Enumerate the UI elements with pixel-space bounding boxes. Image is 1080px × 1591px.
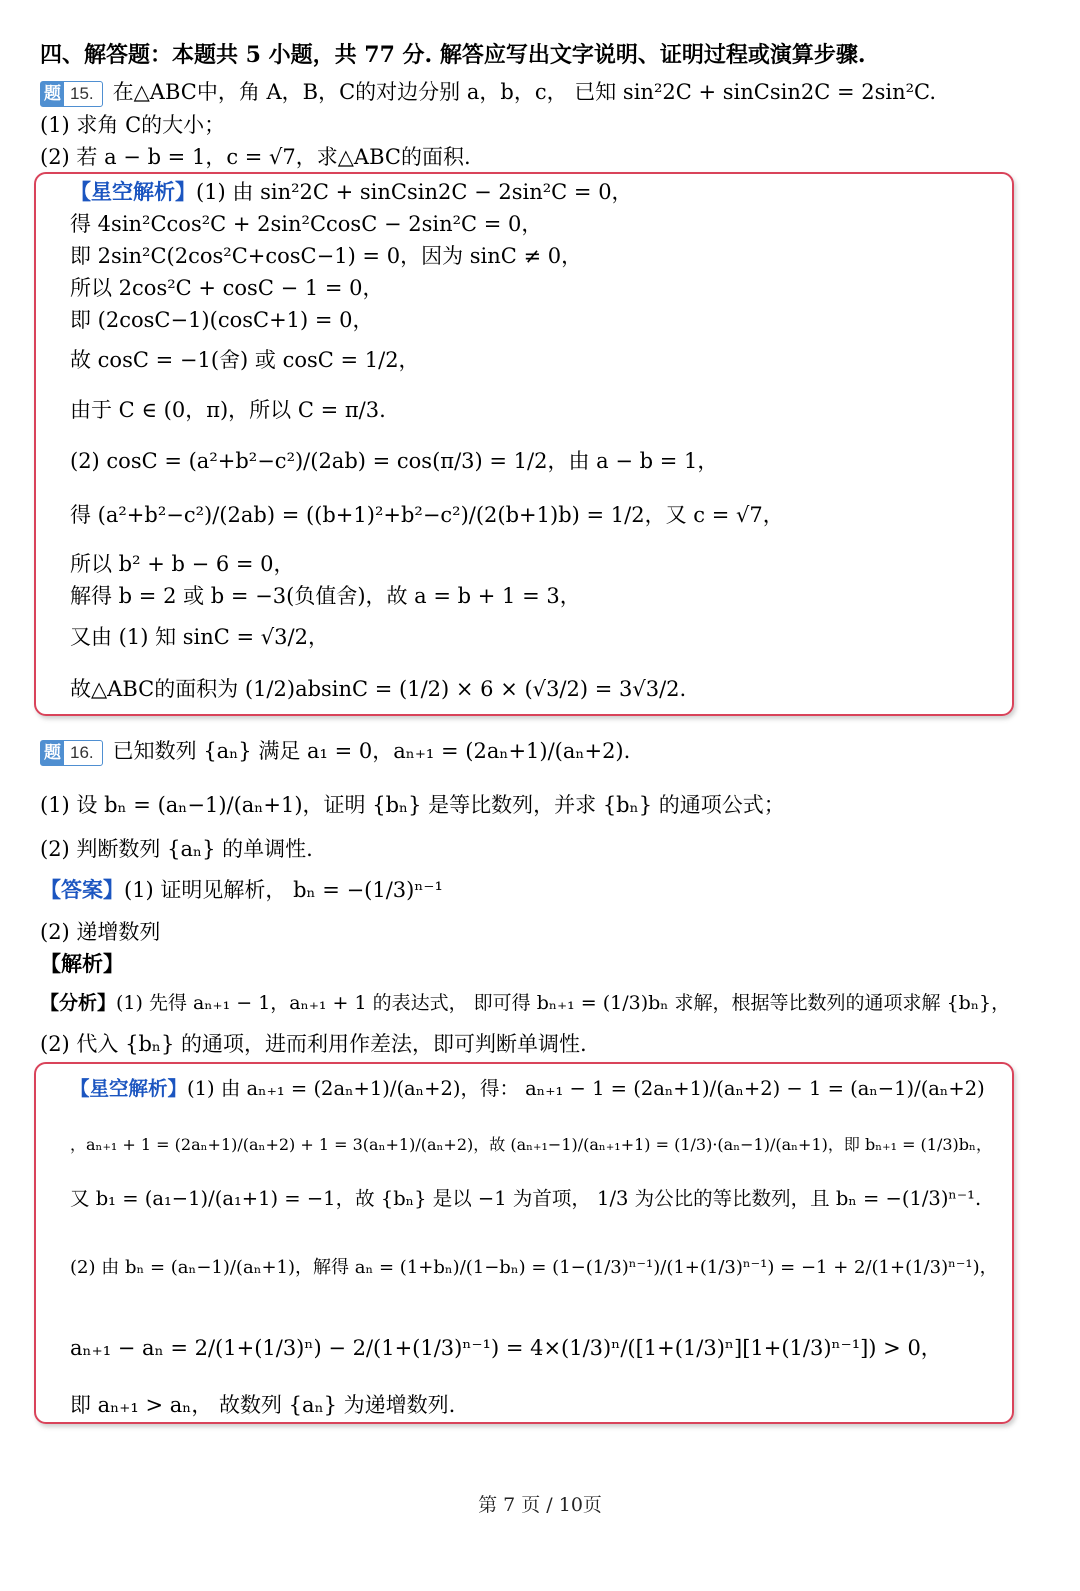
q15-solution-line-11: 解得 b = 2 或 b = −3(负值舍)，故 a = b + 1 = 3，	[70, 584, 581, 608]
q15-solution-line-1: 【星空解析】(1) 由 sin²2C + sinCsin2C − 2sin²C = 0，	[70, 180, 633, 204]
q16-answer-label: 【答案】	[40, 878, 124, 902]
q16-solution-line-4: (2) 由 bₙ = (aₙ−1)/(aₙ+1)，解得 aₙ = (1+bₙ)/(1−bₙ) = (1−(1/3)ⁿ⁻¹)/(1+(1/3)ⁿ⁻¹) = −1 + 2/(1+(1/3)ⁿ⁻¹)，	[70, 1257, 998, 1278]
q15-part1: (1) 求角 C的大小；	[40, 113, 226, 137]
q16-number: 16.	[70, 742, 94, 762]
q16-answer-line-2: (2) 递增数列	[40, 920, 161, 944]
q16-solution-label: 【星空解析】	[70, 1077, 188, 1100]
q15-solution-line-13: 故△ABC的面积为 (1/2)absinC = (1/2) × 6 × (√3/2) = 3√3/2.	[70, 677, 687, 701]
page-footer: 第 7 页 / 10页	[478, 1494, 602, 1516]
badge-label: 题	[41, 82, 64, 106]
q16-solution-line-1: 【星空解析】(1) 由 aₙ₊₁ = (2aₙ+1)/(aₙ+2)，得： aₙ₊₁ − 1 = (2aₙ+1)/(aₙ+2) − 1 = (aₙ−1)/(aₙ+2)	[70, 1077, 985, 1100]
q15-solution-line-6: 故 cosC = −1(舍) 或 cosC = 1/2，	[70, 348, 420, 372]
q16-badge	[40, 740, 103, 766]
q16-stem: 已知数列 {aₙ} 满足 a₁ = 0，aₙ₊₁ = (2aₙ+1)/(aₙ+2).	[112, 739, 631, 763]
q16-solution-line-6: 即 aₙ₊₁ > aₙ， 故数列 {aₙ} 为递增数列.	[70, 1393, 456, 1417]
q16-solution-line-5: aₙ₊₁ − aₙ = 2/(1+(1/3)ⁿ) − 2/(1+(1/3)ⁿ⁻¹) = 4×(1/3)ⁿ/([1+(1/3)ⁿ][1+(1/3)ⁿ⁻¹]) > 0，	[70, 1336, 942, 1360]
q16-stem-line	[40, 736, 630, 766]
q16-fenxi-label: 【分析】	[40, 992, 117, 1014]
q15-solution-line-4: 所以 2cos²C + cosC − 1 = 0，	[70, 276, 384, 300]
q15-stem-line	[40, 77, 936, 107]
q16-fenxi-line-1: 【分析】(1) 先得 aₙ₊₁ − 1，aₙ₊₁ + 1 的表达式， 即可得 bₙ₊₁ = (1/3)bₙ 求解，根据等比数列的通项求解 {bₙ}，	[40, 992, 1011, 1014]
q16-solution-box	[34, 1062, 1014, 1424]
section-header: 四、解答题：本题共 5 小题，共 77 分. 解答应写出文字说明、证明过程或演算步骤.	[40, 42, 866, 68]
q16-answer-line-1: 【答案】(1) 证明见解析， bₙ = −(1/3)ⁿ⁻¹	[40, 878, 443, 902]
q16-analysis-label: 【解析】	[40, 952, 124, 976]
q15-stem: 在△ABC中，角 A，B，C的对边分别 a，b，c， 已知 sin²2C + sinCsin2C = 2sin²C.	[112, 80, 937, 104]
q16-fenxi-line-2: (2) 代入 {bₙ} 的通项，进而利用作差法，即可判断单调性.	[40, 1032, 587, 1056]
q15-solution-line-7: 由于 C ∈ (0，π)，所以 C = π/3.	[70, 398, 386, 422]
q15-solution-line-12: 又由 (1) 知 sinC = √3/2，	[70, 625, 329, 649]
q16-solution-line-2: ，aₙ₊₁ + 1 = (2aₙ+1)/(aₙ+2) + 1 = 3(aₙ+1)/(aₙ+2)，故 (aₙ₊₁−1)/(aₙ₊₁+1) = (1/3)·(aₙ−1)/(aₙ+1)，即 bₙ₊₁ = (1/3)bₙ，	[70, 1135, 992, 1154]
q15-solution-line-5: 即 (2cosC−1)(cosC+1) = 0，	[70, 308, 374, 332]
q16-solution-line-3: 又 b₁ = (a₁−1)/(a₁+1) = −1，故 {bₙ} 是以 −1 为首项， 1/3 为公比的等比数列，且 bₙ = −(1/3)ⁿ⁻¹.	[70, 1187, 982, 1210]
badge-label: 题	[41, 741, 64, 765]
q15-solution-line-8: (2) cosC = (a²+b²−c²)/(2ab) = cos(π/3) = 1/2，由 a − b = 1，	[70, 449, 719, 473]
q15-part2: (2) 若 a − b = 1，c = √7，求△ABC的面积.	[40, 145, 471, 169]
q15-number: 15.	[70, 83, 94, 103]
q15-solution-label: 【星空解析】	[70, 180, 196, 204]
q15-badge	[40, 81, 103, 107]
q16-part2: (2) 判断数列 {aₙ} 的单调性.	[40, 837, 313, 861]
q15-solution-line-9: 得 (a²+b²−c²)/(2ab) = ((b+1)²+b²−c²)/(2(b+1)b) = 1/2，又 c = √7，	[70, 503, 784, 527]
q15-solution-line-2: 得 4sin²Ccos²C + 2sin²CcosC − 2sin²C = 0，	[70, 212, 543, 236]
q15-solution-line-3: 即 2sin²C(2cos²C+cosC−1) = 0，因为 sinC ≠ 0，	[70, 244, 583, 268]
q15-solution-line-10: 所以 b² + b − 6 = 0，	[70, 552, 295, 576]
q16-part1: (1) 设 bₙ = (aₙ−1)/(aₙ+1)，证明 {bₙ} 是等比数列，并求 {bₙ} 的通项公式；	[40, 793, 785, 817]
